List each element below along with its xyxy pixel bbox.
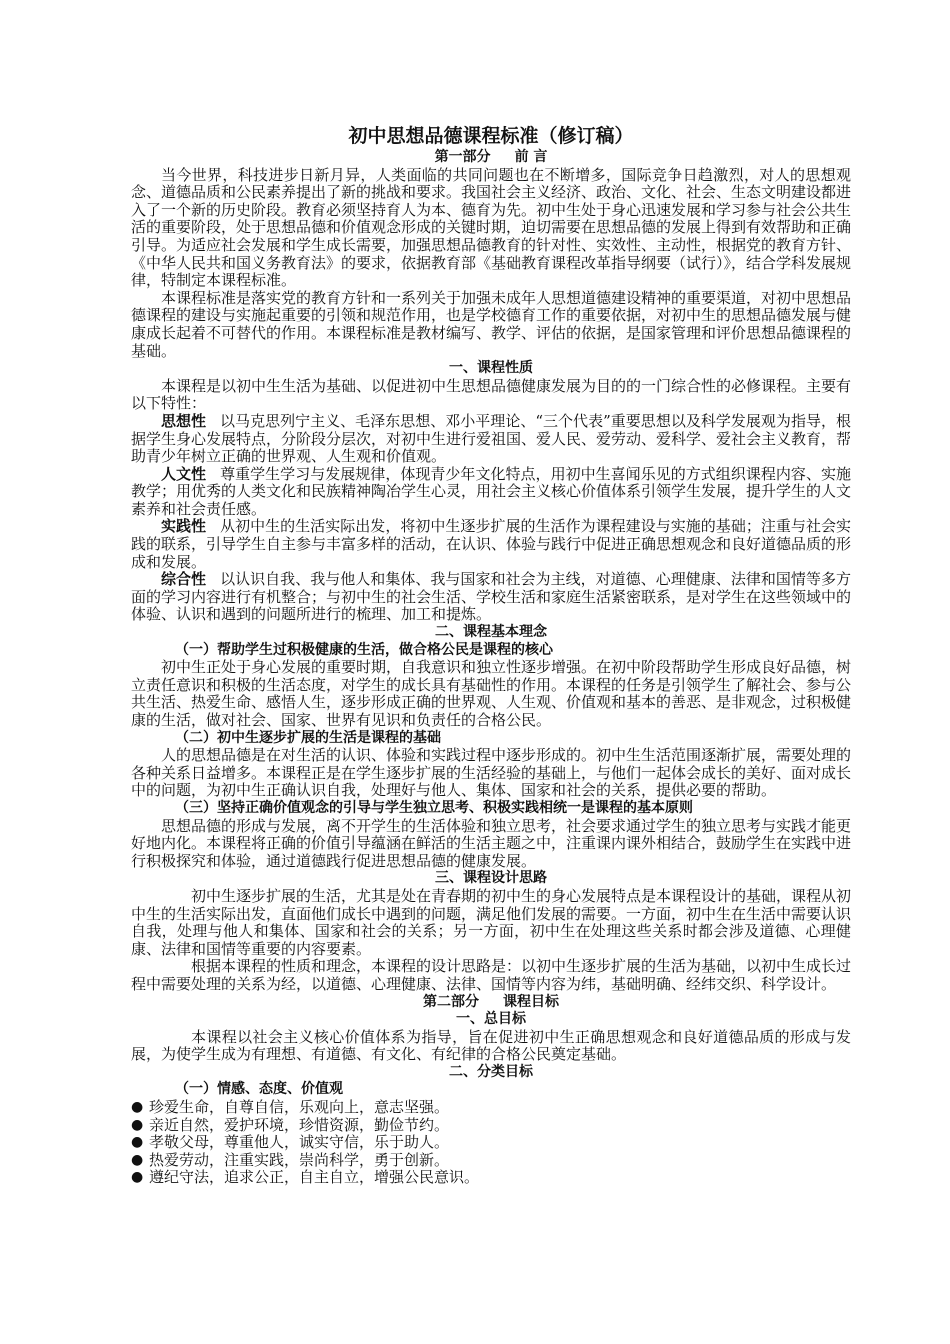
bullet-icon: ● (131, 1169, 144, 1186)
trait-paragraph (131, 466, 851, 519)
list-item (131, 1152, 851, 1170)
nature-intro-paragraph: 本课程是以初中生生活为基础、以促进初中生思想品德健康发展为目的的一门综合性的必修课程。主要有以下特性： (131, 376, 852, 413)
trait-term: 实践性 (161, 517, 207, 536)
document-body (131, 124, 851, 1187)
section-heading-general-goal: 一、总目标 (456, 1011, 526, 1028)
trait-paragraph (131, 571, 851, 624)
intro-paragraph: 当今世界，科技进步日新月异，人类面临的共同问题也在不断增多，国际竞争日趋激烈，对人的思想观念、道德品质和公民素养提出了新的挑战和要求。我国社会主义经济、政治、文化、社会、生态文明建设都进入了一个新的历史阶段。教育必须坚持育人为本、德育为先。初中生处于身心迅速发展和学习参与社会公共生活的重要阶段，处于思想品德和价值观念形成的关键时期，迫切需要在思想品德的发展上得到有效帮助和正确引导。为适应社会发展和学生成长需要，加强思想品德教育的针对性、实效性、主动性，根据党的教育方针、《中华人民共和国义务教育法》的要求，依据教育部《基础教育课程改革指导纲要（试行）》，结合学科发展规律，特制定本课程标准。 (131, 165, 852, 290)
trait-term: 思想性 (161, 411, 207, 430)
part-two-heading (131, 994, 851, 1012)
part-one-label: 第一部分 (434, 149, 491, 165)
trait-text: 以马克思列宁主义、毛泽东思想、邓小平理论、“三个代表”重要思想以及科学发展观为指导，根据学生身心发展特点，分阶段分层次，对初中生进行爱祖国、爱人民、爱劳动、爱科学、爱社会主义教育，帮助青少年树立正确的世界观、人生观和价值观。 (131, 411, 852, 466)
list-item-text: 遵纪守法，追求公正，自主自立，增强公民意识。 (149, 1168, 480, 1187)
section-heading-design: 三、课程设计思路 (435, 870, 547, 887)
list-item-text: 珍爱生命，自尊自信，乐观向上，意志坚强。 (149, 1098, 450, 1117)
bullet-icon: ● (131, 1099, 144, 1116)
bullet-icon: ● (131, 1134, 144, 1151)
document-title: 初中思想品德课程标准（修订稿） (348, 125, 634, 147)
list-item (131, 1099, 851, 1117)
trait-term: 综合性 (161, 570, 207, 589)
part-two-name: 课程目标 (503, 993, 559, 1010)
philosophy-subheading: （三）坚持正确价值观念的引导与学生独立思考、积极实践相统一是课程的基本原则 (175, 799, 693, 816)
philosophy-paragraph: 人的思想品德是在对生活的认识、体验和实践过程中逐步形成的。初中生生活范围逐渐扩展，需要处理的各种关系日益增多。本课程正是在学生逐步扩展的生活经验的基础上，与他们一起体会成长的美好、面对成长中的问题，为初中生正确认识自我，处理好与他人、集体、国家和社会的关系，提供必要的帮助。 (131, 746, 852, 800)
trait-paragraph (131, 413, 851, 466)
philosophy-subheading: （一）帮助学生过积极健康的生活，做合格公民是课程的核心 (175, 641, 553, 658)
list-item-text: 亲近自然，爱护环境，珍惜资源，勤俭节约。 (149, 1115, 450, 1134)
list-item (131, 1169, 851, 1187)
trait-text: 以认识自我、我与他人和集体、我与国家和社会为主线，对道德、心理健康、法律和国情等多方面的学习内容进行有机整合；与初中生的社会生活、学校生活和家庭生活紧密联系，是对学生在这些领域中的体验、认识和遇到的问题所进行的梳理、加工和提炼。 (131, 570, 852, 624)
general-goal-paragraph: 本课程以社会主义核心价值体系为指导，旨在促进初中生正确思想观念和良好道德品质的形成与发展，为使学生成为有理想、有道德、有文化、有纪律的合格公民奠定基础。 (131, 1027, 851, 1064)
list-item (131, 1134, 851, 1152)
section-heading-philosophy: 二、课程基本理念 (435, 624, 547, 641)
design-paragraph: 根据本课程的性质和理念，本课程的设计思路是：以初中生逐步扩展的生活为基础，以初中生成长过程中需要处理的关系为经，以道德、心理健康、法律、国情等内容为纬，基础明确、经纬交织、科学设计。 (131, 957, 852, 993)
trait-text: 尊重学生学习与发展规律，体现青少年文化特点，用初中生喜闻乐见的方式组织课程内容、实施教学；用优秀的人类文化和民族精神陶冶学生心灵，用社会主义核心价值体系引领学生发展，提升学生的人文素养和社会责任感。 (131, 464, 852, 518)
trait-term: 人文性 (161, 464, 207, 483)
intro-paragraph: 本课程标准是落实党的教育方针和一系列关于加强未成年人思想道德建设精神的重要渠道，对初中思想品德课程的建设与实施起重要的引领和规范作用，也是学校德育工作的重要依据，对初中生的思想品德发展与健康成长起着不可替代的作用。本课程标准是教材编写、教学、评估的依据，是国家管理和评价思想品德课程的基础。 (131, 288, 852, 360)
trait-paragraph (131, 518, 851, 571)
philosophy-paragraph: 初中生正处于身心发展的重要时期，自我意识和独立性逐步增强。在初中阶段帮助学生形成良好品德，树立责任意识和积极的生活态度，对学生的成长具有基础性的作用。本课程的任务是引领学生了解社会、参与公共生活、热爱生命、感悟人生，逐步形成正确的世界观、人生观、价值观和基本的善恶、是非观念，过积极健康的生活，做对社会、国家、世界有见识和负责任的合格公民。 (131, 658, 852, 729)
goals-bullet-list (131, 1099, 851, 1187)
list-item-text: 孝敬父母，尊重他人，诚实守信，乐于助人。 (149, 1133, 450, 1152)
list-item (131, 1117, 851, 1135)
bullet-icon: ● (131, 1151, 144, 1168)
part-one-name: 前 言 (514, 149, 548, 165)
philosophy-subheading: （二）初中生逐步扩展的生活是课程的基础 (175, 729, 441, 746)
design-paragraph: 初中生逐步扩展的生活，尤其是处在青春期的初中生的身心发展特点是本课程设计的基础，课程从初中生的生活实际出发，直面他们成长中遇到的问题，满足他们发展的需要。一方面，初中生在生活中需要认识自我，处理与他人和集体、国家和社会的关系；另一方面，初中生在处理这些关系时都会涉及道德、心理健康、法律和国情等重要的内容要素。 (131, 886, 852, 958)
section-heading-nature: 一、课程性质 (449, 360, 533, 377)
philosophy-paragraph: 思想品德的形成与发展，离不开学生的生活体验和独立思考，社会要求通过学生的独立思考与实践才能更好地内化。本课程将正确的价值引导蕴涵在鲜活的生活主题之中，注重课内课外相结合，鼓励学生在实践中进行积极探究和体验，通过道德践行促进思想品德的健康发展。 (131, 816, 852, 870)
part-two-label: 第二部分 (423, 993, 479, 1010)
bullet-icon: ● (131, 1116, 144, 1133)
trait-text: 从初中生的生活实际出发，将初中生逐步扩展的生活作为课程建设与实施的基础；注重与社会实践的联系，引导学生自主参与丰富多样的活动，在认识、体验与践行中促进正确思想观念和良好道德品质的形成和发展。 (131, 517, 852, 571)
part-one-heading (131, 149, 851, 167)
goals-subheading: （一）情感、态度、价值观 (175, 1081, 343, 1098)
section-heading-category-goals: 二、分类目标 (449, 1063, 533, 1080)
list-item-text: 热爱劳动，注重实践，崇尚科学，勇于创新。 (149, 1150, 450, 1169)
